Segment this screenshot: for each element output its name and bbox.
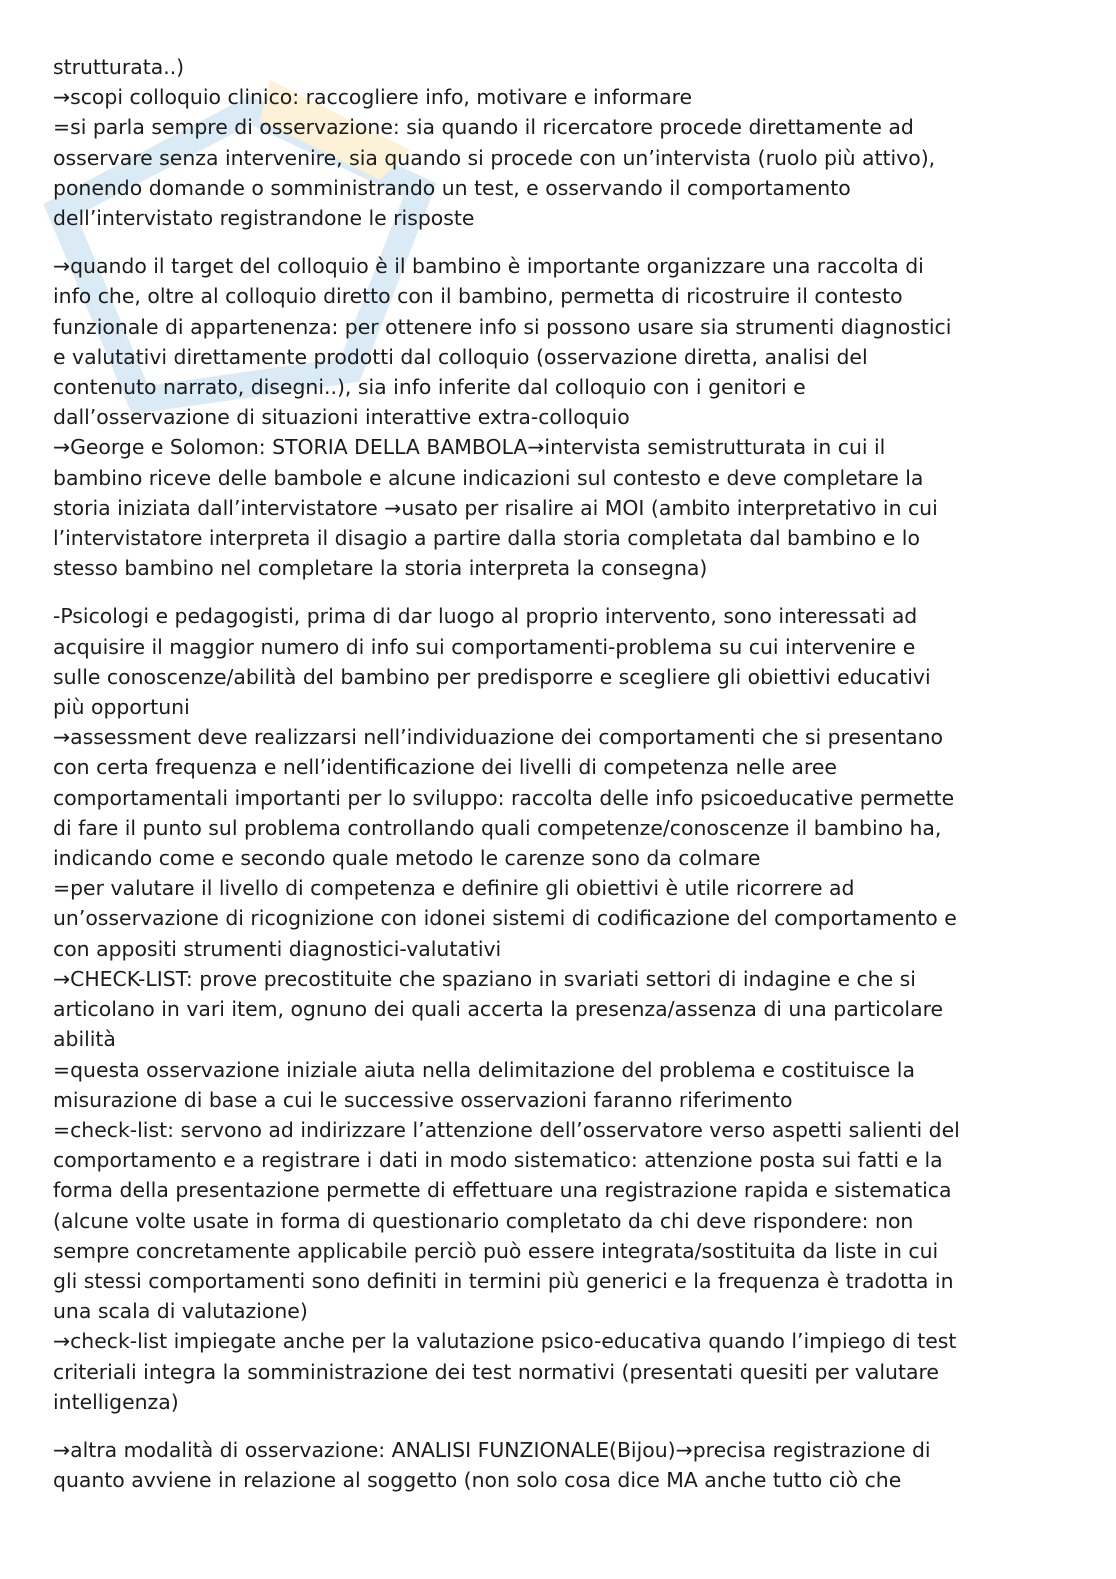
text-line: =questa osservazione iniziale aiuta nella delimitazione del problema e costituisce la bbox=[53, 1057, 915, 1082]
text-line: indicando come e secondo quale metodo le carenze sono da colmare bbox=[53, 846, 761, 871]
text-line: →altra modalità di osservazione: ANALISI FUNZIONALE(Bijou)→precisa registrazione di bbox=[53, 1437, 931, 1462]
text-line: più opportuni bbox=[53, 695, 190, 720]
text-line: comportamentali importanti per lo sviluppo: raccolta delle info psicoeducative permette bbox=[53, 785, 955, 810]
paragraph bbox=[53, 251, 1063, 583]
text-line: comportamento e a registrare i dati in modo sistematico: attenzione posta sui fatti e la bbox=[53, 1148, 943, 1173]
text-line: storia iniziata dall’intervistatore →usato per risalire ai MOI (ambito interpretativo in cui bbox=[53, 495, 938, 520]
paragraph bbox=[53, 1435, 1063, 1495]
text-line: =si parla sempre di osservazione: sia quando il ricercatore procede direttamente ad bbox=[53, 115, 914, 140]
text-line: dell’intervistato registrandone le risposte bbox=[53, 206, 475, 231]
text-line: criteriali integra la somministrazione dei test normativi (presentati quesiti per valutare bbox=[53, 1359, 939, 1384]
text-line: acquisire il maggior numero di info sui comportamenti-problema su cui intervenire e bbox=[53, 634, 916, 659]
text-line: con certa frequenza e nell’identificazione dei livelli di competenza nelle aree bbox=[53, 755, 837, 780]
text-line: =check-list: servono ad indirizzare l’attenzione dell’osservatore verso aspetti salienti del bbox=[53, 1117, 960, 1142]
text-line: (alcune volte usate in forma di questionario completato da chi deve rispondere: non bbox=[53, 1208, 914, 1233]
paragraph bbox=[53, 52, 1063, 233]
text-line: quanto avviene in relazione al soggetto (non solo cosa dice MA anche tutto ciò che bbox=[53, 1468, 902, 1493]
text-line: funzionale di appartenenza: per ottenere info si possono usare sia strumenti diagnostici bbox=[53, 314, 952, 339]
text-line: →scopi colloquio clinico: raccogliere info, motivare e informare bbox=[53, 85, 693, 110]
text-line: misurazione di base a cui le successive osservazioni faranno riferimento bbox=[53, 1087, 793, 1112]
text-line: →quando il target del colloquio è il bambino è importante organizzare una raccolta di bbox=[53, 254, 924, 279]
paragraph-gap bbox=[53, 1417, 1063, 1435]
text-line: un’osservazione di ricognizione con idonei sistemi di codificazione del comportamento e bbox=[53, 906, 957, 931]
text-line: contenuto narrato, disegni..), sia info inferite dal colloquio con i genitori e bbox=[53, 375, 806, 400]
text-line: l’intervistatore interpreta il disagio a partire dalla storia completata dal bambino e lo bbox=[53, 526, 920, 551]
text-line: con appositi strumenti diagnostici-valutativi bbox=[53, 936, 502, 961]
text-line: intelligenza) bbox=[53, 1389, 179, 1414]
text-line: osservare senza intervenire, sia quando si procede con un’intervista (ruolo più attivo), bbox=[53, 145, 936, 170]
text-line: bambino riceve delle bambole e alcune indicazioni sul contesto e deve completare la bbox=[53, 465, 924, 490]
text-line: strutturata..) bbox=[53, 55, 185, 79]
text-line: stesso bambino nel completare la storia interpreta la consegna) bbox=[53, 556, 708, 581]
text-line: una scala di valutazione) bbox=[53, 1299, 308, 1324]
text-line: info che, oltre al colloquio diretto con il bambino, permetta di ricostruire il contesto bbox=[53, 284, 903, 309]
text-line: abilità bbox=[53, 1027, 116, 1052]
paragraph-gap bbox=[53, 233, 1063, 251]
paragraph-gap bbox=[53, 583, 1063, 601]
text-line: sulle conoscenze/abilità del bambino per predisporre e scegliere gli obiettivi educativi bbox=[53, 664, 931, 689]
text-line: di fare il punto sul problema controllando quali competenze/conoscenze il bambino ha, bbox=[53, 815, 942, 840]
text-line: articolano in vari item, ognuno dei quali accerta la presenza/assenza di una particolare bbox=[53, 997, 944, 1022]
text-line: =per valutare il livello di competenza e definire gli obiettivi è utile ricorrere ad bbox=[53, 876, 855, 901]
text-line: →George e Solomon: STORIA DELLA BAMBOLA→intervista semistrutturata in cui il bbox=[53, 435, 886, 460]
text-line: →CHECK-LIST: prove precostituite che spaziano in svariati settori di indagine e che si bbox=[53, 966, 916, 991]
text-line: gli stessi comportamenti sono definiti in termini più generici e la frequenza è tradotta in bbox=[53, 1268, 954, 1293]
paragraph bbox=[53, 601, 1063, 1416]
text-line: dall’osservazione di situazioni interattive extra-colloquio bbox=[53, 405, 630, 430]
text-line: forma della presentazione permette di effettuare una registrazione rapida e sistematica bbox=[53, 1178, 952, 1203]
document-body bbox=[53, 52, 1063, 1495]
text-line: →check-list impiegate anche per la valutazione psico-educativa quando l’impiego di test bbox=[53, 1329, 957, 1354]
text-line: e valutativi direttamente prodotti dal colloquio (osservazione diretta, analisi del bbox=[53, 344, 868, 369]
text-line: ponendo domande o somministrando un test, e osservando il comportamento bbox=[53, 175, 851, 200]
text-line: -Psicologi e pedagogisti, prima di dar luogo al proprio intervento, sono interessati ad bbox=[53, 604, 918, 629]
text-line: →assessment deve realizzarsi nell’individuazione dei comportamenti che si presentano bbox=[53, 725, 944, 750]
text-line: sempre concretamente applicabile perciò può essere integrata/sostituita da liste in cui bbox=[53, 1238, 939, 1263]
